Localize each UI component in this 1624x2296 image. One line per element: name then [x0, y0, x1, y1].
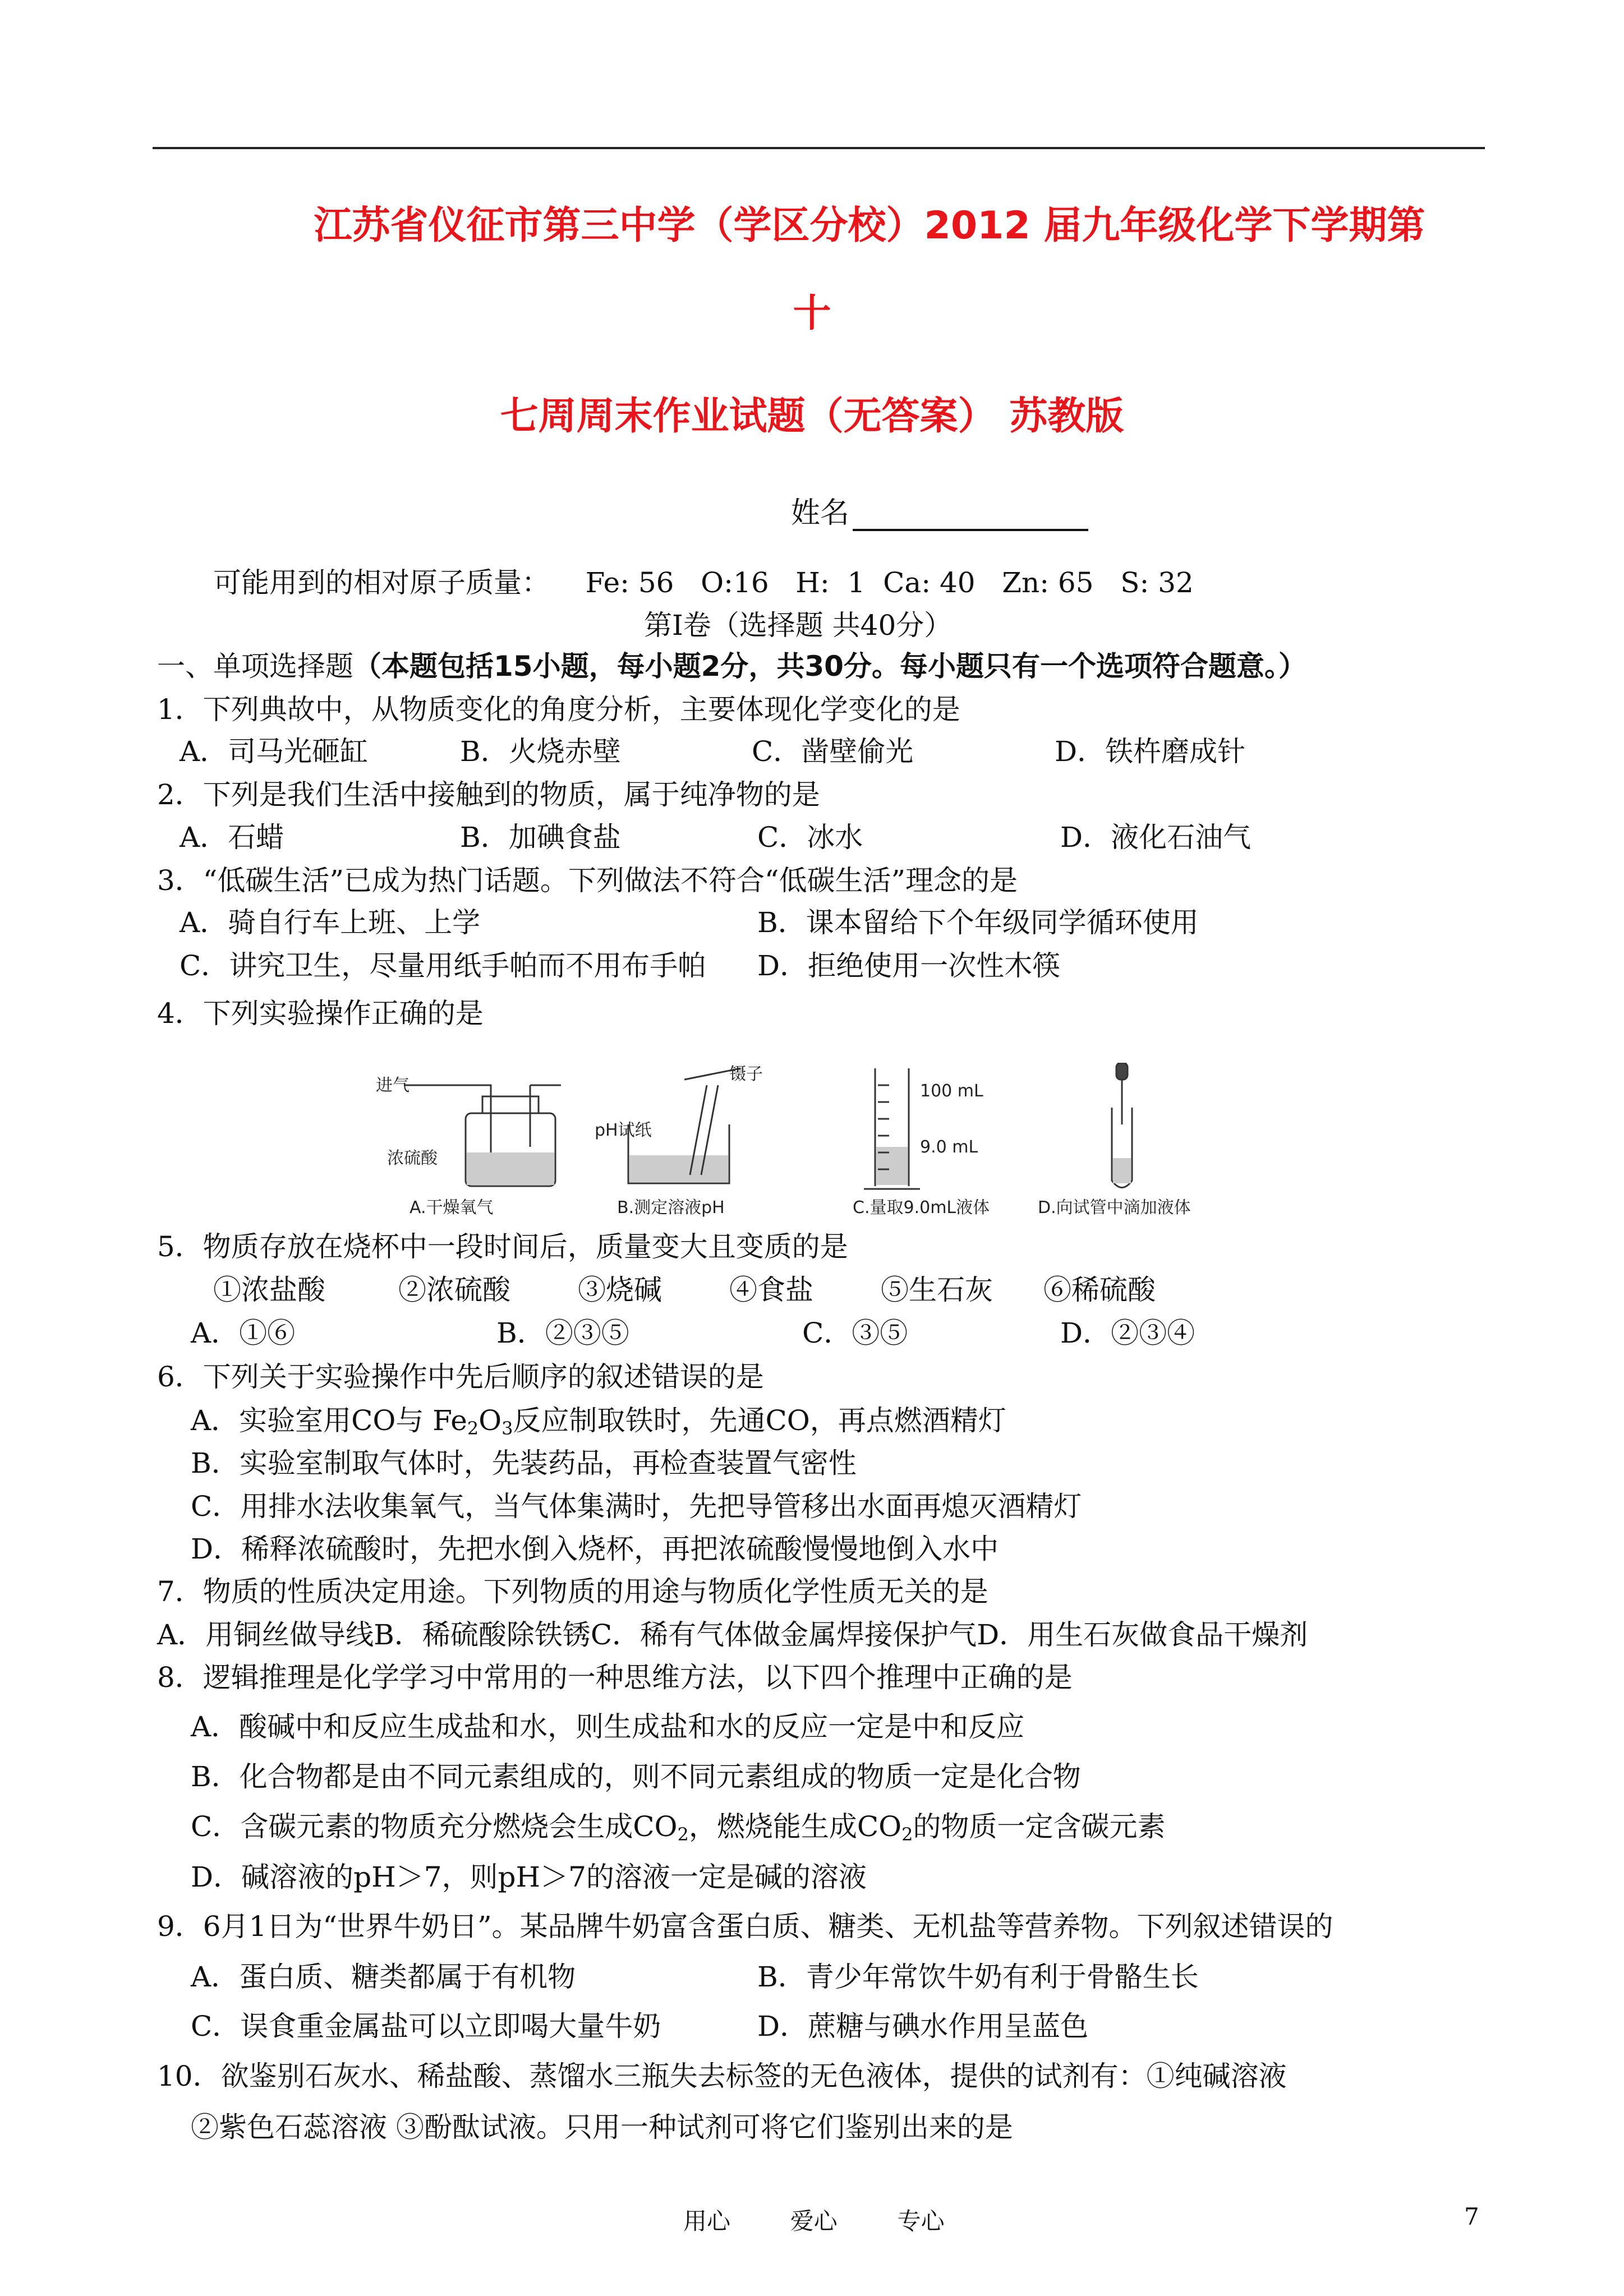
page-number: 7 [1464, 2203, 1479, 2230]
q5-option-d[interactable]: D．②③④ [1060, 1317, 1195, 1349]
fig-b-caption: B.测定溶液pH [617, 1198, 725, 1218]
q2-option-d[interactable]: D．液化石油气 [1060, 821, 1252, 854]
q7-options[interactable]: A．用铜丝做导线B．稀硫酸除铁锈C．稀有气体做金属焊接保护气D．用生石灰做食品干燥剂 [157, 1619, 1308, 1651]
q8-option-d[interactable]: D．碱溶液的pH＞7，则pH＞7的溶液一定是碱的溶液 [191, 1861, 867, 1893]
q9-options-row1 [191, 1963, 1199, 1991]
q10-stem: 10．欲鉴别石灰水、稀盐酸、蒸馏水三瓶失去标签的无色液体，提供的试剂有：①纯碱溶液 [157, 2060, 1287, 2092]
q5-stem: 5．物质存放在烧杯中一段时间后，质量变大且变质的是 [157, 1230, 848, 1263]
measuring-cylinder-icon [864, 1068, 920, 1189]
q9-option-c[interactable]: C．误食重金属盐可以立即喝大量牛奶 [191, 2010, 661, 2043]
fig-b-paper-label: pH试纸 [595, 1121, 652, 1140]
q7-stem: 7．物质的性质决定用途。下列物质的用途与物质化学性质无关的是 [157, 1575, 988, 1608]
name-label: 姓名 [791, 496, 850, 530]
q2-option-c[interactable]: C．冰水 [757, 821, 863, 854]
part-one-instructions: （本题包括15小题，每小题2分，共30分。每小题只有一个选项符合题意。） [353, 650, 1306, 683]
q1-option-b[interactable]: B．火烧赤壁 [460, 735, 621, 768]
q4-stem: 4．下列实验操作正确的是 [157, 997, 484, 1030]
section-title: 第Ⅰ卷（选择题 共40分） [644, 609, 953, 642]
q1-stem: 1．下列典故中，从物质变化的角度分析，主要体现化学变化的是 [157, 693, 960, 726]
fig-d-caption: D.向试管中滴加液体 [1038, 1198, 1191, 1218]
q5-option-c[interactable]: C．③⑤ [802, 1317, 908, 1349]
name-blank[interactable] [853, 501, 1088, 531]
q3-stem: 3．“低碳生活”已成为热门话题。下列做法不符合“低碳生活”理念的是 [157, 864, 1018, 897]
q6-stem: 6．下列关于实验操作中先后顺序的叙述错误的是 [157, 1361, 764, 1393]
q2-option-a[interactable]: A．石蜡 [180, 821, 284, 854]
q5-item-6: ⑥稀硫酸 [1043, 1274, 1156, 1306]
q9-stem: 9．6月1日为“世界牛奶日”。某品牌牛奶富含蛋白质、糖类、无机盐等营养物。下列叙述错误的 [157, 1910, 1333, 1943]
header-rule [153, 147, 1485, 149]
title-line-2: 十 [793, 292, 831, 336]
q2-option-b[interactable]: B．加碘食盐 [460, 821, 621, 854]
fig-a-liquid-label: 浓硫酸 [387, 1149, 438, 1168]
q10-stem-continued: ②紫色石蕊溶液 ③酚酞试液。只用一种试剂可将它们鉴别出来的是 [191, 2111, 1013, 2143]
footer-slogan: 用心 爱心 专心 [683, 2207, 945, 2235]
fig-c-mark-label: 9.0 mL [920, 1137, 978, 1157]
q8-option-b[interactable]: B．化合物都是由不同元素组成的，则不同元素组成的物质一定是化合物 [191, 1760, 1081, 1793]
q5-option-b[interactable]: B．②③⑤ [496, 1317, 629, 1349]
q6-option-d[interactable]: D．稀释浓硫酸时，先把水倒入烧杯，再把浓硫酸慢慢地倒入水中 [191, 1533, 999, 1565]
title-line-1: 江苏省仪征市第三中学（学区分校）2012 届九年级化学下学期第 [314, 204, 1425, 248]
q3-option-d[interactable]: D．拒绝使用一次性木筷 [757, 949, 1061, 982]
q4-apparatus-figure [370, 1063, 1268, 1220]
fig-c-caption: C.量取9.0mL液体 [853, 1198, 990, 1218]
q5-option-a[interactable]: A．①⑥ [191, 1317, 296, 1349]
q9-options-row2 [191, 2010, 1089, 2043]
q6-option-a[interactable]: A．实验室用CO与 $Fe_2O_3$反应制取铁时，先通CO，再点燃酒精灯 [191, 1404, 1006, 1439]
q6-option-b[interactable]: B．实验室制取气体时，先装药品，再检查装置气密性 [191, 1447, 857, 1479]
q1-options [180, 737, 1245, 766]
fig-a-caption: A.干燥氧气 [410, 1198, 494, 1218]
q8-stem: 8．逻辑推理是化学学习中常用的一种思维方法，以下四个推理中正确的是 [157, 1661, 1073, 1694]
q5-item-4: ④食盐 [729, 1274, 813, 1306]
q8-option-a[interactable]: A．酸碱中和反应生成盐和水，则生成盐和水的反应一定是中和反应 [191, 1711, 1025, 1743]
q1-option-c[interactable]: C．凿壁偷光 [752, 735, 914, 768]
name-field [791, 489, 1088, 531]
fig-b-tool-label: 镊子 [729, 1064, 763, 1084]
q3-option-c[interactable]: C．讲究卫生，尽量用纸手帕而不用布手帕 [180, 949, 706, 982]
part-one-heading [157, 650, 1306, 683]
q2-options [180, 821, 1252, 854]
q5-item-2: ②浓硫酸 [398, 1274, 510, 1306]
q9-option-d[interactable]: D．蔗糖与碘水作用呈蓝色 [757, 2010, 1089, 2043]
q9-option-b[interactable]: B．青少年常饮牛奶有利于骨骼生长 [757, 1961, 1199, 1993]
q9-option-a[interactable]: A．蛋白质、糖类都属于有机物 [191, 1961, 576, 1993]
part-one-label: 一、单项选择题 [157, 650, 353, 683]
q5-item-3: ③烧碱 [578, 1274, 662, 1306]
q3-option-b[interactable]: B．课本留给下个年级同学循环使用 [757, 906, 1199, 939]
title-line-3: 七周周末作业试题（无答案） 苏教版 [500, 394, 1124, 439]
q6-option-c[interactable]: C．用排水法收集氧气，当气体集满时，先把导管移出水面再熄灭酒精灯 [191, 1490, 1082, 1523]
q3-option-a[interactable]: A．骑自行车上班、上学 [180, 906, 481, 939]
atomic-masses: 可能用到的相对原子质量： Fe: 56 O:16 H: 1 Ca: 40 Zn: 65 S: 32 [213, 566, 1194, 599]
q3-options-row1 [180, 906, 1199, 939]
q8-option-c[interactable]: C．含碳元素的物质充分燃烧会生成$CO_2$，燃烧能生成$CO_2$的物质一定含碳元素 [191, 1810, 1166, 1845]
gas-washing-bottle-icon [404, 1085, 561, 1186]
q1-option-a[interactable]: A．司马光砸缸 [180, 735, 369, 768]
fig-c-top-label: 100 mL [920, 1081, 983, 1101]
dropper-test-tube-icon [1112, 1063, 1132, 1188]
q5-options [191, 1319, 1195, 1347]
q3-options-row2 [180, 949, 1061, 982]
fig-a-inlet-label: 进气 [376, 1076, 410, 1095]
q5-items [213, 1276, 1156, 1304]
q1-option-d[interactable]: D．铁杵磨成针 [1055, 735, 1246, 768]
q5-item-5: ⑤生石灰 [881, 1274, 993, 1306]
q5-item-1: ①浓盐酸 [213, 1274, 325, 1306]
q2-stem: 2．下列是我们生活中接触到的物质，属于纯净物的是 [157, 778, 820, 811]
